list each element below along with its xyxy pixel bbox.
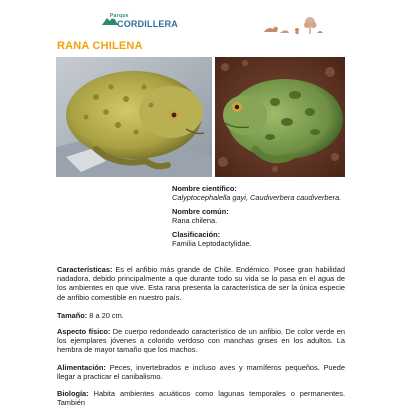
tamano-paragraph xyxy=(57,311,345,320)
alimentacion-label: Alimentación: xyxy=(57,363,106,372)
scientific-name-group xyxy=(172,184,372,202)
biologia-text: Habita ambientes acuáticos como lagunas temporales o permanentes. También xyxy=(57,389,345,407)
caracteristicas-label: Características: xyxy=(57,265,113,274)
common-name-label: Nombre común: xyxy=(172,207,229,216)
common-name-value: Rana chilena. xyxy=(172,216,218,225)
animal-silhouettes-icon xyxy=(262,14,324,36)
classification-value: Familia Leptodactylidae. xyxy=(172,239,252,248)
frog-photo-left xyxy=(56,57,212,177)
page-title: RANA CHILENA xyxy=(57,40,143,52)
logo-main-text: CORDILLERA xyxy=(117,19,178,29)
scientific-name-value: Calyptocephalella gayi, Caudiverbera caudiverbera. xyxy=(172,193,342,202)
classification-label: Clasificación: xyxy=(172,230,221,239)
species-info-block xyxy=(172,184,372,253)
frog-photo-right xyxy=(215,57,345,177)
aspecto-paragraph xyxy=(57,327,345,355)
aspecto-label: Aspecto físico: xyxy=(57,327,111,336)
logo-small-text: Parque xyxy=(110,13,129,19)
tamano-text: 8 a 20 cm. xyxy=(87,311,124,320)
biologia-label: Biología: xyxy=(57,389,89,398)
common-name-group xyxy=(172,207,372,225)
alimentacion-paragraph xyxy=(57,363,345,381)
scientific-name-label: Nombre científico: xyxy=(172,184,237,193)
page-header xyxy=(0,0,400,38)
caracteristicas-paragraph xyxy=(57,265,345,302)
classification-group xyxy=(172,230,372,248)
caracteristicas-text: Es el anfibio más grande de Chile. Endémico. Posee gran habilidad nadadora, debido principalmente a que durante todo su vida se lo pasa en el agua de los ambientes en que vive. Esta rana presenta la característica de ser la única especie de anfibio comestible en nuestro país. xyxy=(57,265,345,302)
biologia-paragraph xyxy=(57,389,345,407)
alimentacion-text: Peces, invertebrados e incluso aves y mamíferos pequeños. Puede llegar a practicar el canibalismo. xyxy=(57,363,345,382)
tamano-label: Tamaño: xyxy=(57,311,88,320)
aspecto-text: De cuerpo redondeado característico de un anfibio. De color verde en los ejemplares jóvenes a colorido verdoso con manchas grises en los adultos. La hembra de mayor tamaño que los machos. xyxy=(57,327,345,355)
